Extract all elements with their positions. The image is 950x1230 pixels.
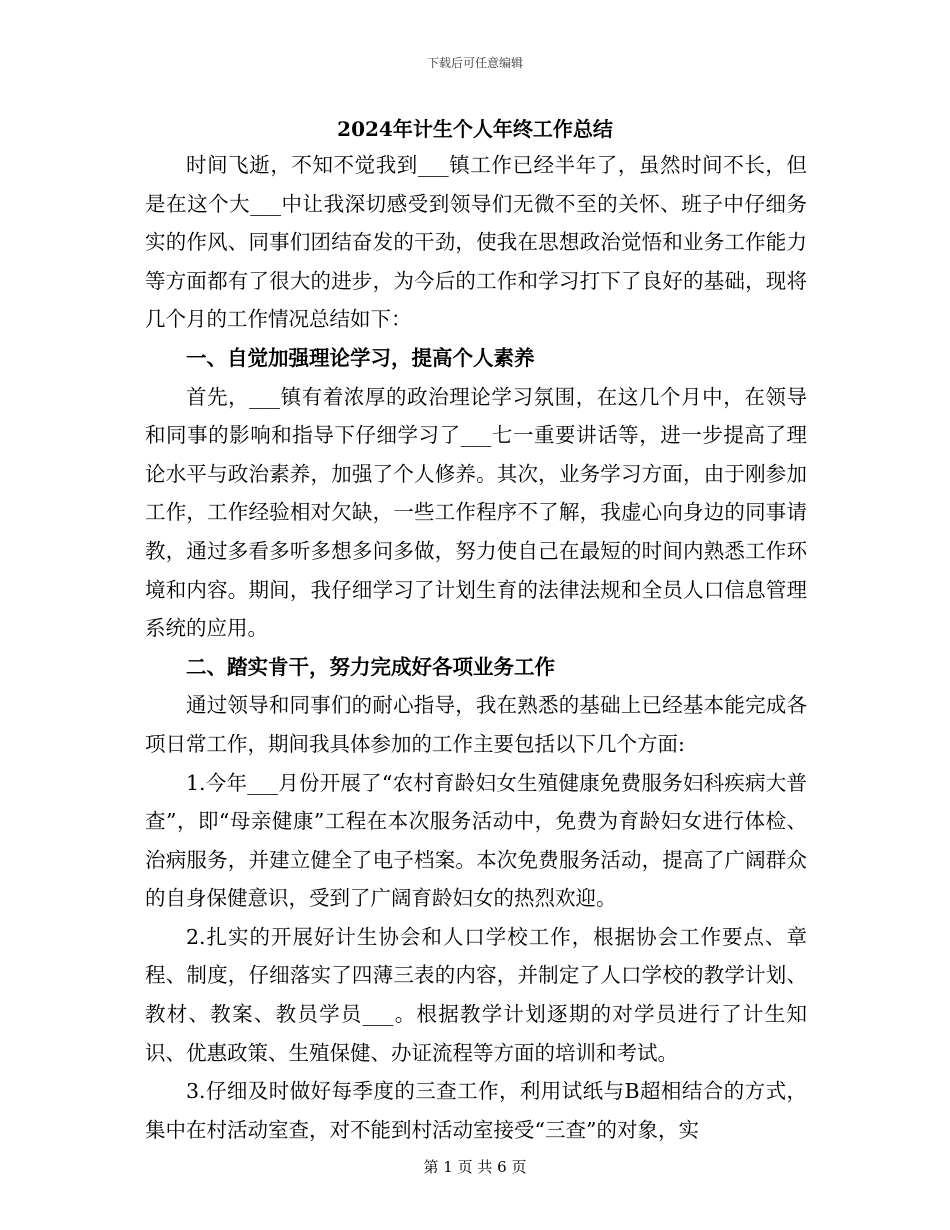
intro-paragraph: 时间飞逝，不知不觉我到___镇工作已经半年了，虽然时间不长，但是在这个大___中让我深切感受到领导们无微不至的关怀、班子中仔细务实的作风、同事们团结奋发的干劲，使我在思想政治觉悟和业务工作能力等方面都有了很大的进步，为今后的工作和学习打下了良好的基础，现将几个月的工作情况总结如下： <box>145 153 807 332</box>
list-item-2-paragraph: 2.扎实的开展好计生协会和人口学校工作，根据协会工作要点、章程、制度，仔细落实了四薄三表的内容，并制定了人口学校的教学计划、教材、教案、教员学员___。根据教学计划逐期的对学员进行了计生知识、优惠政策、生殖保健、办证流程等方面的培训和考试。 <box>145 924 807 1065</box>
section-1-paragraph: 首先，___镇有着浓厚的政治理论学习氛围，在这几个月中，在领导和同事的影响和指导下仔细学习了___七一重要讲话等，进一步提高了理论水平与政治素养，加强了个人修养。其次，业务学习方面，由于刚参加工作，工作经验相对欠缺，一些工作程序不了解，我虚心向身边的同事请教，通过多看多听多想多问多做，努力使自己在最短的时间内熟悉工作环境和内容。期间，我仔细学习了计划生育的法律法规和全员人口信息管理系统的应用。 <box>145 384 807 641</box>
list-item-3-paragraph: 3.仔细及时做好每季度的三查工作，利用试纸与B超相结合的方式，集中在村活动室查，对不能到村活动室接受“三查”的对象，实 <box>145 1079 807 1142</box>
page-title: 2024年计生个人年终工作总结 <box>337 117 613 141</box>
section-heading-1: 一、自觉加强理论学习，提高个人素养 <box>186 345 535 370</box>
page-footer: 第 1 页 共 6 页 <box>423 1158 527 1176</box>
document-body <box>145 146 807 1149</box>
section-2-intro-paragraph: 通过领导和同事们的耐心指导，我在熟悉的基础上已经基本能完成各项日常工作，期间我具体参加的工作主要包括以下几个方面: <box>145 693 807 756</box>
section-heading-2: 二、踏实肯干，努力完成好各项业务工作 <box>186 654 555 679</box>
list-item-1-paragraph: 1.今年___月份开展了“农村育龄妇女生殖健康免费服务妇科疾病大普查”，即“母亲健康”工程在本次服务活动中，免费为育龄妇女进行体检、治病服务，并建立健全了电子档案。本次免费服务活动，提高了广阔群众的自身保健意识，受到了广阔育龄妇女的热烈欢迎。 <box>145 770 807 911</box>
header-note: 下载后可任意编辑 <box>426 56 523 70</box>
